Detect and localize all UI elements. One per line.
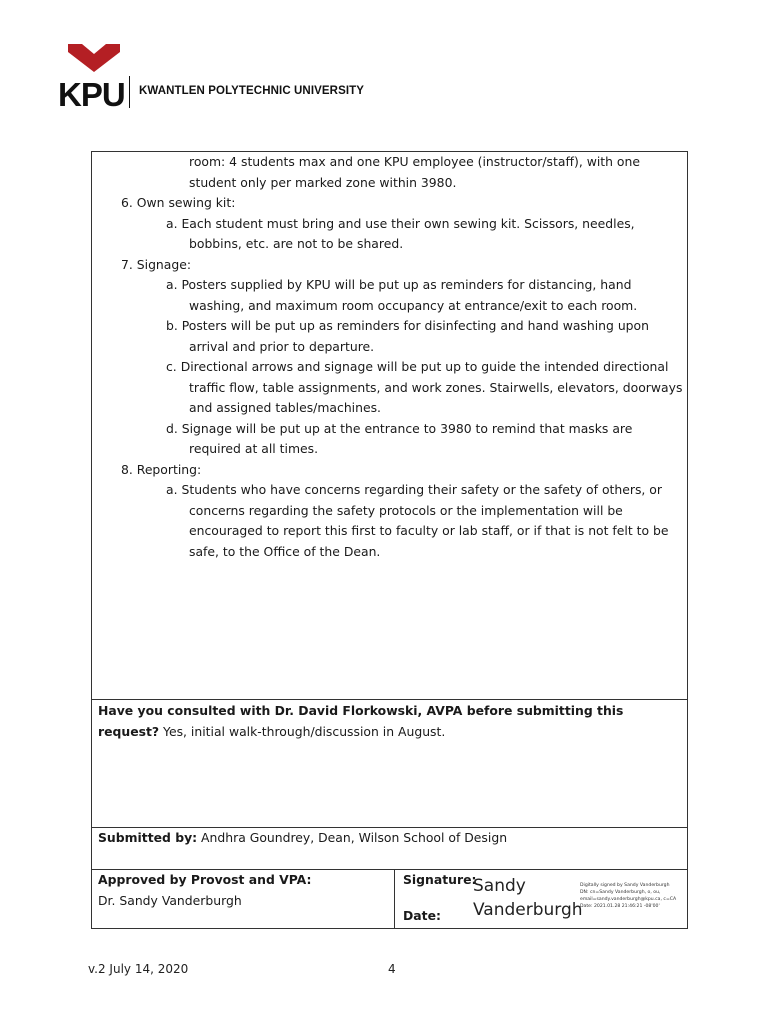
list-item-heading: 8. Reporting:	[121, 461, 202, 477]
list-subitem: a. Posters supplied by KPU will be put up as reminders for distancing, hand	[166, 277, 632, 292]
consult-answer-line	[98, 722, 681, 743]
logo-divider	[129, 76, 130, 108]
column-divider	[394, 870, 395, 928]
submitted-value: Andhra Goundrey, Dean, Wilson School of Design	[197, 830, 508, 845]
submitted-by-section	[91, 827, 688, 869]
sig-detail-line: Date: 2021.01.28 21:46:21 -08'00'	[580, 904, 660, 909]
list-subitem: c. Directional arrows and signage will be put up to guide the intended directional	[166, 359, 669, 374]
sig-detail-line: DN: cn=Sandy Vanderburgh, o, ou,	[580, 890, 661, 895]
consult-question: Have you consulted with Dr. David Florkowski, AVPA before submitting this	[98, 703, 624, 718]
university-name: KWANTLEN POLYTECHNIC UNIVERSITY	[139, 85, 365, 97]
digital-signature-details	[580, 882, 676, 910]
list-subitem: a. Students who have concerns regarding their safety or the safety of others, or	[166, 482, 662, 497]
consult-answer: Yes, initial walk-through/discussion in August.	[159, 723, 446, 739]
text-line: required at all times.	[189, 441, 319, 456]
signature-first-name: Sandy	[473, 876, 526, 896]
safety-protocols-section	[91, 151, 688, 699]
submitted-label: Submitted by:	[98, 830, 198, 845]
text-line: room: 4 students max and one KPU employee (instructor/staff), with one	[189, 154, 640, 169]
signature-label: Signature:	[403, 872, 477, 887]
text-line: safe, to the Office of the Dean.	[189, 543, 381, 559]
approver-column	[98, 870, 388, 911]
signature-last-name: Vanderburgh	[473, 900, 583, 920]
date-label: Date:	[403, 908, 441, 923]
approver-name: Dr. Sandy Vanderburgh	[98, 892, 242, 908]
footer-version: v.2 July 14, 2020	[88, 962, 189, 976]
consultation-section	[91, 699, 688, 827]
page-number: 4	[388, 962, 396, 976]
sig-detail-line: Digitally signed by Sandy Vanderburgh	[580, 883, 670, 888]
text-line: encouraged to report this first to faculty or lab staff, or if that is not felt to be	[189, 523, 669, 538]
text-line: arrival and prior to departure.	[189, 338, 375, 354]
kpu-chevron-icon	[68, 44, 120, 74]
list-item-heading: 6. Own sewing kit:	[121, 195, 236, 210]
list-subitem: b. Posters will be put up as reminders for disinfecting and hand washing upon	[166, 318, 649, 333]
list-subitem: d. Signage will be put up at the entrance to 3980 to remind that masks are	[166, 420, 633, 436]
text-line: student only per marked zone within 3980.	[189, 174, 457, 190]
approval-section	[91, 869, 688, 929]
sig-detail-line: email=sandy.vanderburgh@kpu.ca, c=CA	[580, 897, 677, 902]
submitted-line	[98, 828, 681, 849]
consult-question-end: request?	[98, 723, 160, 739]
text-line: bobbins, etc. are not to be shared.	[189, 236, 404, 251]
kpu-logo	[58, 44, 365, 113]
text-line: concerns regarding the safety protocols or the implementation will be	[189, 502, 623, 518]
text-line: traffic flow, table assignments, and work zones. Stairwells, elevators, doorways	[189, 379, 683, 395]
list-item-heading: 7. Signage:	[121, 256, 192, 272]
approved-label: Approved by Provost and VPA:	[98, 872, 312, 887]
logo-text: KPU	[58, 76, 125, 113]
text-line: washing, and maximum room occupancy at entrance/exit to each room.	[189, 297, 638, 313]
text-line: and assigned tables/machines.	[189, 400, 381, 415]
list-subitem: a. Each student must bring and use their own sewing kit. Scissors, needles,	[166, 215, 635, 231]
